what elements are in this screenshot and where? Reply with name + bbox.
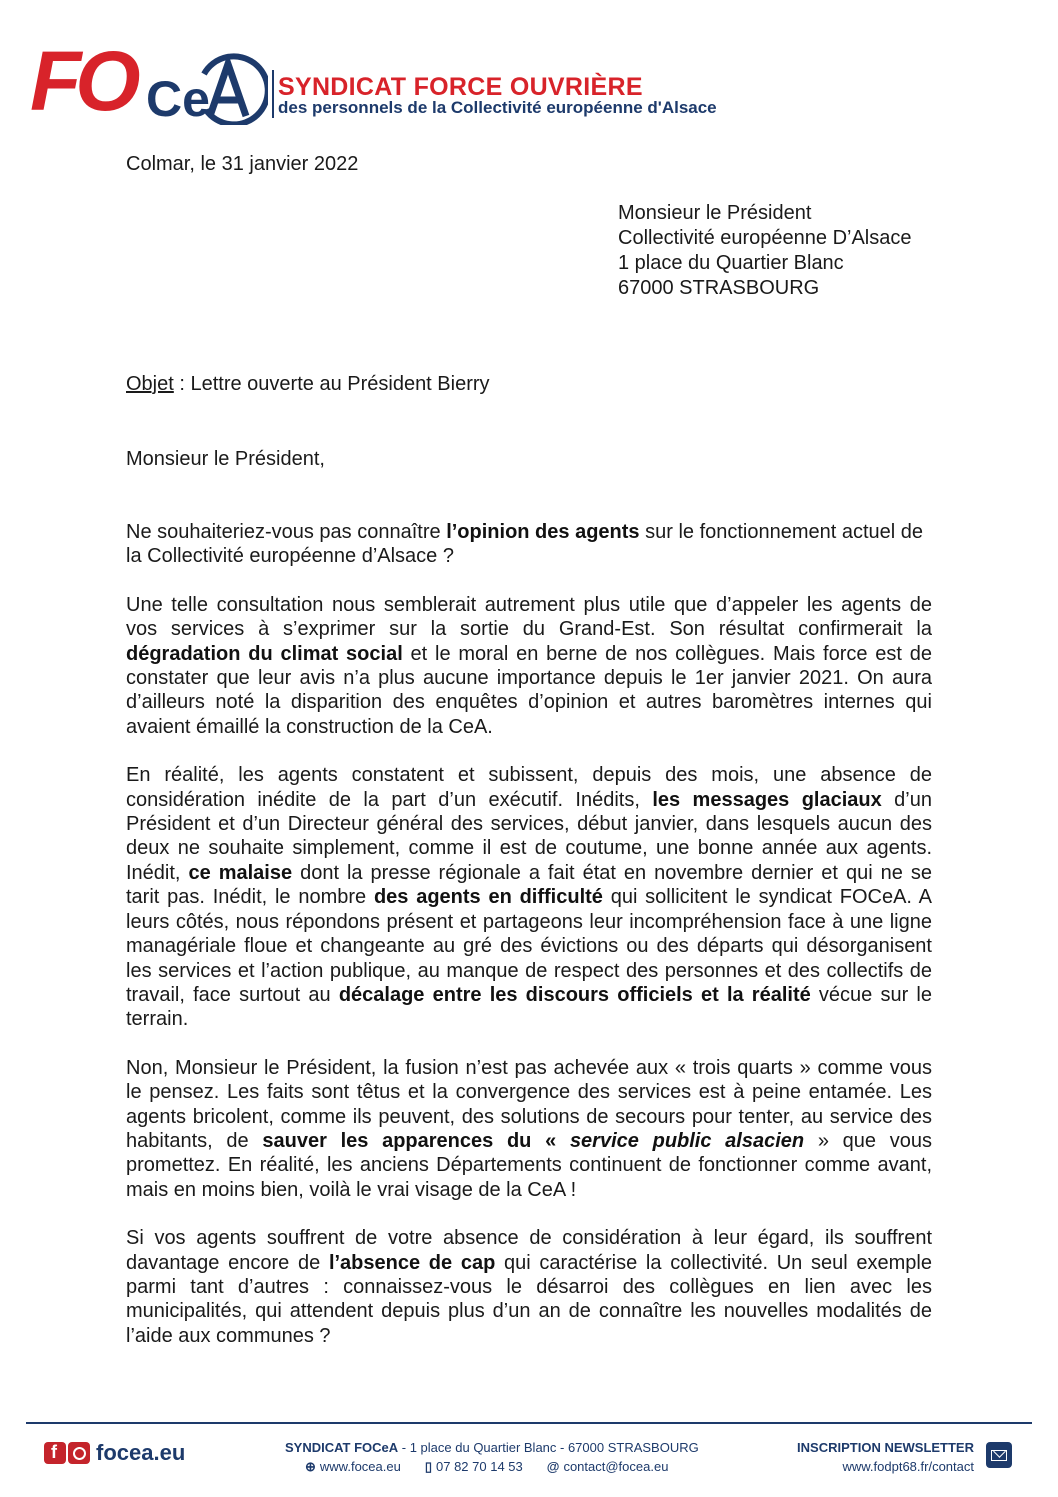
newsletter-link[interactable]: www.fodpt68.fr/contact bbox=[842, 1459, 974, 1474]
footer-divider bbox=[26, 1422, 1032, 1424]
recipient-line: Monsieur le Président bbox=[618, 202, 812, 224]
footer-address: SYNDICAT FOCeA - 1 place du Quartier Blanc - 67000 STRASBOURG bbox=[285, 1440, 699, 1455]
recipient-line: Collectivité européenne D’Alsace bbox=[618, 227, 912, 249]
letter-body bbox=[126, 520, 932, 1372]
subject-label: Objet bbox=[126, 373, 174, 395]
footer-web[interactable]: ⊕ www.focea.eu bbox=[305, 1459, 401, 1474]
mail-icon[interactable] bbox=[986, 1442, 1012, 1468]
letterhead bbox=[28, 30, 788, 125]
svg-text:Ce: Ce bbox=[146, 71, 210, 125]
at-icon: @ bbox=[546, 1459, 560, 1474]
subject-text: : Lettre ouverte au Président Bierry bbox=[173, 373, 490, 395]
footer-phone[interactable]: ▯ 07 82 70 14 53 bbox=[424, 1459, 523, 1474]
org-subtitle: des personnels de la Collectivité européenne d'Alsace bbox=[278, 98, 717, 117]
paragraph: Une telle consultation nous semblerait autrement plus utile que d’appeler les agents de vos services à s’exprimer sur la sortie du Grand-Est. Son résultat confirmerait la dégradation du climat social et le moral en berne de nos collègues. Mais force est de constater que leur avis n’a plus aucune importance depuis le 1er janvier 2021. On aura d’ailleurs noté la disparition des enquêtes d’opinion et autres baromètres internes qui avaient émaillé la construction de la CeA. bbox=[126, 593, 932, 738]
focea-logo bbox=[28, 30, 268, 125]
date-line: Colmar, le 31 janvier 2022 bbox=[126, 153, 359, 175]
footer-newsletter bbox=[797, 1440, 974, 1474]
subject-line bbox=[126, 373, 490, 396]
svg-text:FO: FO bbox=[30, 34, 135, 125]
org-title: SYNDICAT FORCE OUVRIÈRE bbox=[278, 73, 643, 101]
phone-icon: ▯ bbox=[424, 1459, 432, 1474]
footer-site-link[interactable]: focea.eu bbox=[96, 1440, 186, 1465]
salutation: Monsieur le Président, bbox=[126, 448, 325, 470]
instagram-icon[interactable] bbox=[68, 1442, 90, 1464]
recipient-line: 1 place du Quartier Blanc bbox=[618, 252, 844, 274]
paragraph: Ne souhaiteriez-vous pas connaître l’opinion des agents sur le fonctionnement actuel de la Collectivité européenne d’Alsace ? bbox=[126, 521, 924, 568]
header-divider bbox=[272, 70, 274, 118]
facebook-icon[interactable] bbox=[44, 1442, 66, 1464]
recipient-address bbox=[618, 201, 912, 301]
paragraph: En réalité, les agents constatent et subissent, depuis des mois, une absence de considération inédite de la part d’un exécutif. Inédits, les messages glaciaux d’un Président et d’un Directeur général des services, début janvier, dans lesquels aucun des deux ne souhaite simplement, comme il est de coutume, une bonne année aux agents. Inédit, ce malaise dont la presse régionale a fait état en novembre dernier et qui ne se tarit pas. Inédit, le nombre des agents en difficulté qui sollicitent le syndicat FOCeA. A leurs côtés, nous répondons présent et partageons leur incompréhension face à une ligne managériale floue et changeante au gré des évictions ou des départs qui désorganisent les services et l’action publique, au manque de respect des personnes et des collectifs de travail, face surtout au décalage entre les discours officiels et la réalité vécue sur le terrain. bbox=[126, 764, 933, 1031]
recipient-line: 67000 STRASBOURG bbox=[618, 277, 820, 299]
paragraph: Si vos agents souffrent de votre absence de considération à leur égard, ils souffrent davantage encore de l’absence de cap qui caractérise la collectivité. Un seul exemple parmi tant d’autres : connaissez-vous le désarroi des collègues en lien avec les municipalités, qui attendent depuis plus d’un an de connaître les nouvelles modalités de l’aide aux communes ? bbox=[126, 1227, 932, 1347]
footer-social bbox=[44, 1440, 185, 1466]
globe-icon: ⊕ bbox=[305, 1459, 316, 1474]
footer-contact bbox=[285, 1440, 725, 1475]
footer-email[interactable]: @ contact@focea.eu bbox=[546, 1459, 669, 1474]
newsletter-label: INSCRIPTION NEWSLETTER bbox=[797, 1440, 974, 1455]
paragraph: Non, Monsieur le Président, la fusion n’est pas achevée aux « trois quarts » comme vous le pensez. Les faits sont têtus et la convergence des services est à peine entamée. Les agents bricolent, comme ils peuvent, des solutions de secours pour tenter, au service des habitants, de sauver les apparences du « service public alsacien » que vous promettez. En réalité, les anciens Départements continuent de fonctionner comme avant, mais en moins bien, voilà le vrai visage de la CeA ! bbox=[126, 1056, 932, 1201]
